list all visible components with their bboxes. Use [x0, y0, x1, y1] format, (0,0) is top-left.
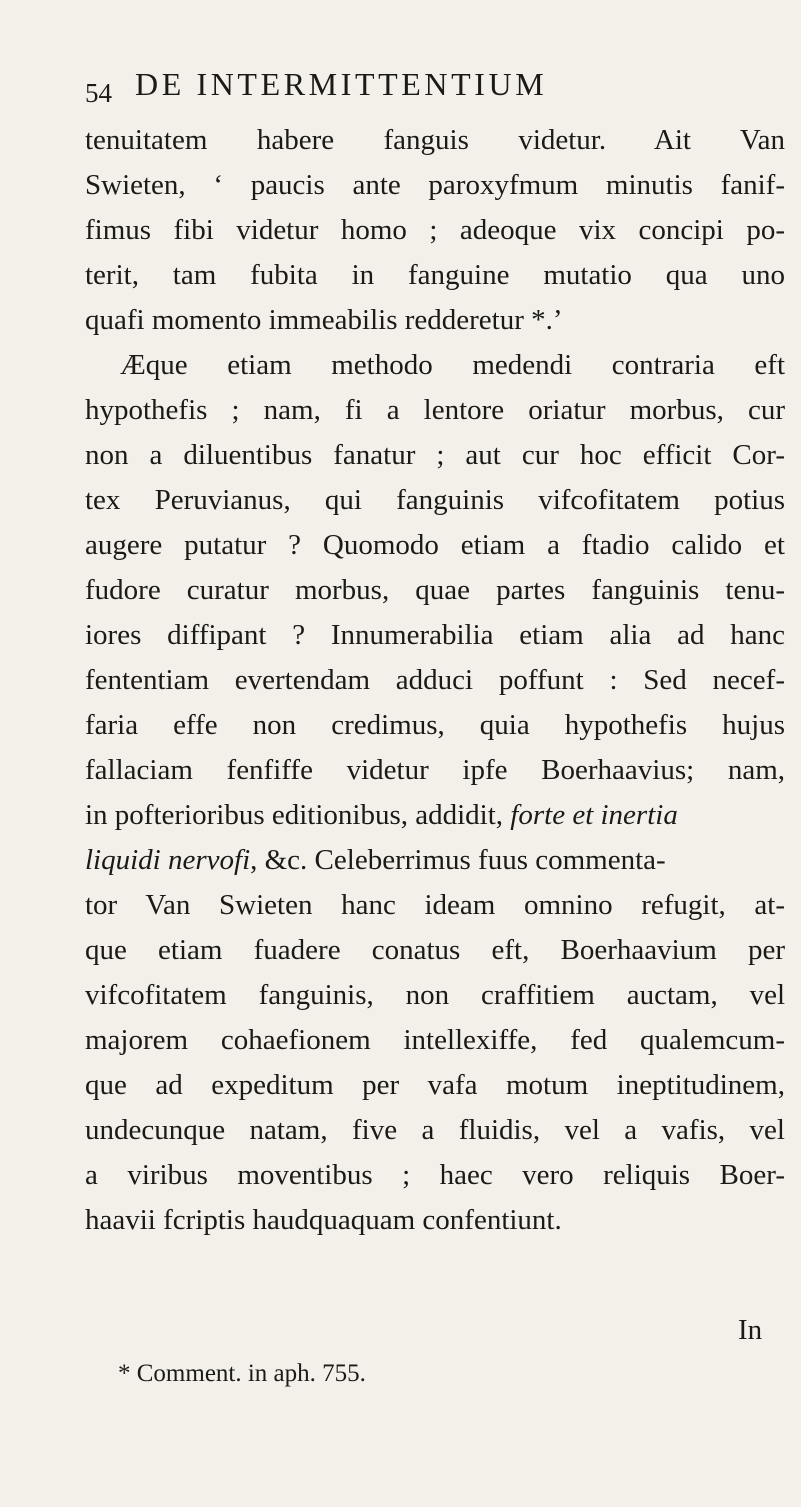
page-header [85, 60, 785, 108]
text-line: iores diffipant ? Innumerabilia etiam alia ad hanc [85, 619, 785, 651]
text-line: tor Van Swieten hanc ideam omnino refugit, at- [85, 889, 785, 921]
body-text [85, 118, 785, 1243]
text-line: fudore curatur morbus, quae partes fanguinis tenu- [85, 574, 785, 606]
text-line: tenuitatem habere fanguis videtur. Ait Van [85, 124, 785, 156]
footnote: * Comment. in aph. 755. [118, 1360, 366, 1387]
text-line: hypothefis ; nam, fi a lentore oriatur morbus, cur [85, 394, 785, 426]
text-line: a viribus moventibus ; haec vero reliquis Boer- [85, 1159, 785, 1191]
running-head: DE INTERMITTENTIUM [135, 66, 548, 102]
text-line [85, 793, 785, 838]
text-line: haavii fcriptis haudquaquam confentiunt. [85, 1204, 562, 1236]
text-line: quafi momento immeabilis redderetur *.’ [85, 304, 563, 336]
text-line: fallaciam fenfiffe videtur ipfe Boerhaavius; nam, [85, 754, 785, 786]
text-line: augere putatur ? Quomodo etiam a ftadio calido et [85, 529, 785, 561]
text-line: undecunque natam, five a fluidis, vel a vafis, vel [85, 1114, 785, 1146]
catchword: In [738, 1314, 763, 1346]
page-number: 54 [85, 78, 112, 108]
text-segment: , &c. Celeberrimus fuus commenta- [250, 844, 666, 876]
italic-phrase: forte et inertia [510, 799, 678, 831]
text-segment: in pofterioribus editionibus, addidit, [85, 799, 511, 831]
text-line: fententiam evertendam adduci poffunt : Sed necef- [85, 664, 785, 696]
text-line: faria effe non credimus, quia hypothefis hujus [85, 709, 785, 741]
italic-phrase: liquidi nervofi [85, 844, 251, 876]
text-line: que ad expeditum per vafa motum ineptitudinem, [85, 1069, 785, 1101]
text-line: que etiam fuadere conatus eft, Boerhaavium per [85, 934, 785, 966]
paragraph-start-line: Æque etiam methodo medendi contraria eft [120, 349, 785, 381]
text-line: tex Peruvianus, qui fanguinis vifcofitatem potius [85, 484, 785, 516]
text-line [85, 838, 785, 883]
text-line: vifcofitatem fanguinis, non craffitiem auctam, vel [85, 979, 785, 1011]
text-line: fimus fibi videtur homo ; adeoque vix concipi po- [85, 214, 785, 246]
text-line: terit, tam fubita in fanguine mutatio qua uno [85, 259, 785, 291]
text-line: non a diluentibus fanatur ; aut cur hoc efficit Cor- [85, 439, 785, 471]
text-line: Swieten, ‘ paucis ante paroxyfmum minutis fanif- [85, 169, 785, 201]
text-line: majorem cohaefionem intellexiffe, fed qualemcum- [85, 1024, 785, 1056]
